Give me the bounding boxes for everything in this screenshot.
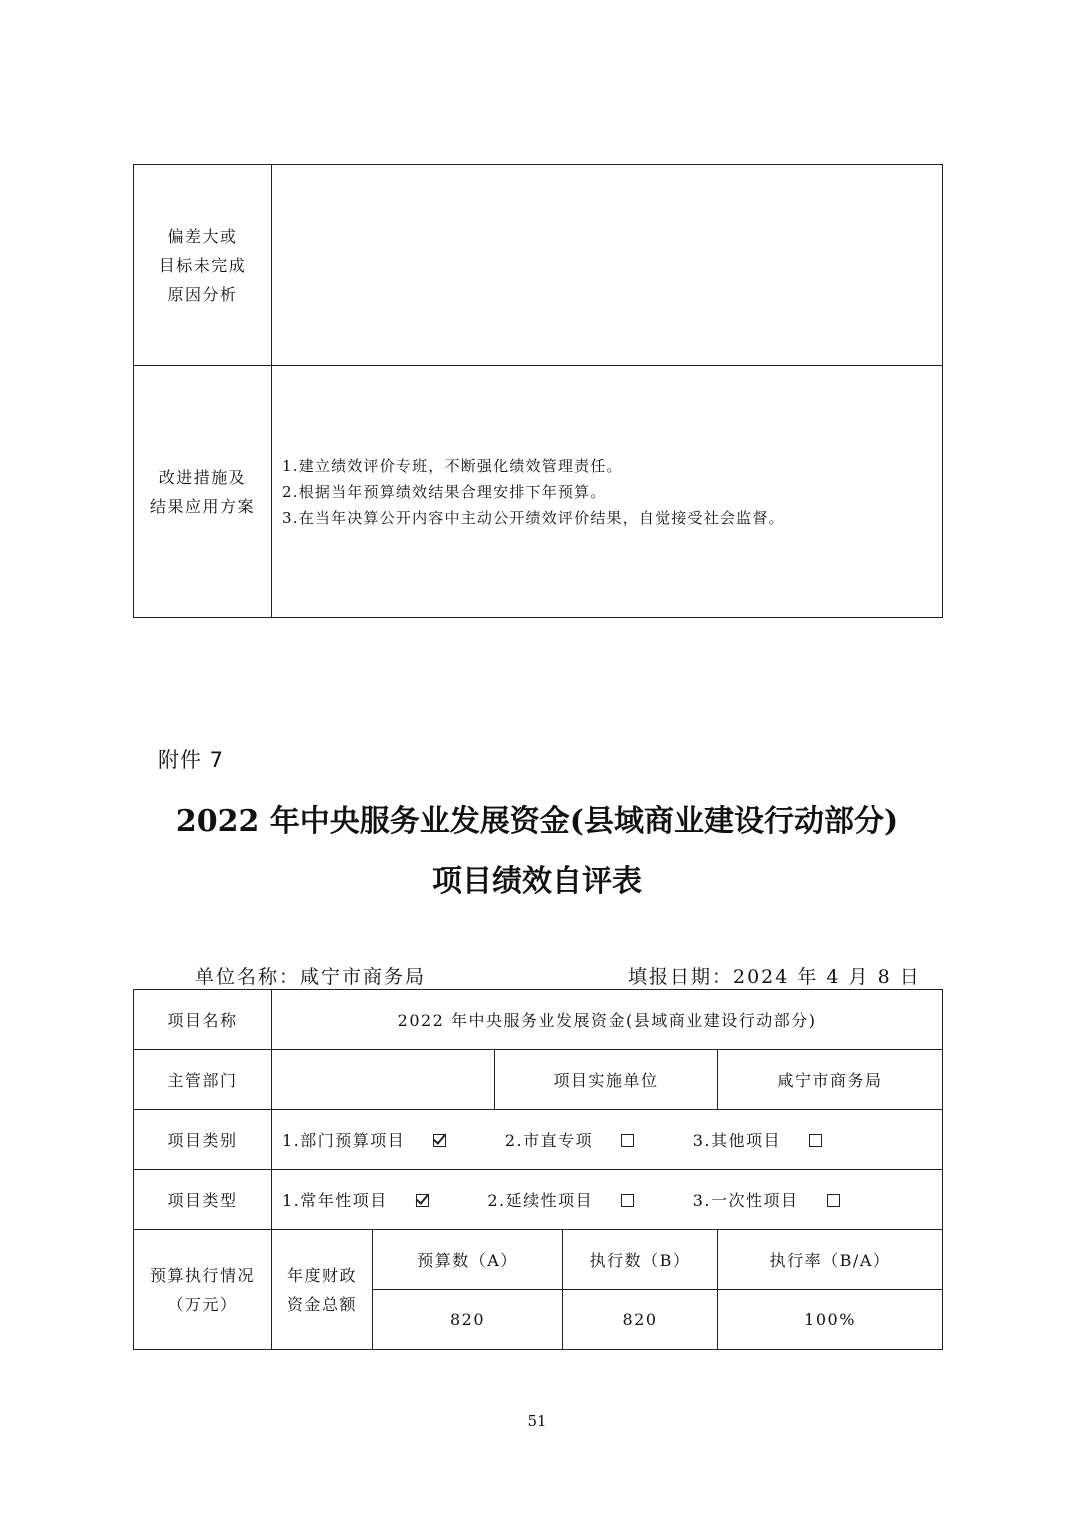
empty-box-icon: [621, 1134, 634, 1147]
project-name-label: 项目名称: [134, 990, 272, 1050]
type-label: 项目类型: [134, 1170, 272, 1230]
project-name-value: 2022 年中央服务业发展资金(县域商业建设行动部分): [272, 990, 943, 1050]
executed-b-value: 820: [563, 1290, 718, 1350]
empty-box-icon: [809, 1134, 822, 1147]
empty-box-icon: [621, 1194, 634, 1207]
improve-item: 3.在当年决算公开内容中主动公开绩效评价结果，自觉接受社会监督。: [282, 508, 785, 527]
dept-row: [134, 1050, 943, 1110]
improve-label-cell: [134, 366, 272, 618]
budget-label-line: 预算执行情况: [149, 1265, 255, 1285]
budget-label: [134, 1230, 272, 1350]
checked-box-icon: [433, 1134, 446, 1147]
budget-a-label: 预算数（A）: [373, 1230, 563, 1290]
fund-label: [272, 1230, 373, 1350]
improve-item: 2.根据当年预算绩效结果合理安排下年预算。: [282, 482, 607, 501]
type-option: 3.一次性项目: [693, 1191, 866, 1210]
budget-header-row: [134, 1230, 943, 1290]
deviation-content-cell: [272, 165, 943, 366]
impl-unit-label: 项目实施单位: [495, 1050, 718, 1110]
type-option: 1.常年性项目: [282, 1191, 455, 1210]
improve-label-line: 结果应用方案: [149, 496, 255, 516]
unit-name: 单位名称：咸宁市商务局: [195, 966, 427, 988]
deviation-label-cell: [134, 165, 272, 366]
executed-b-label: 执行数（B）: [563, 1230, 718, 1290]
category-option: 1.部门预算项目: [282, 1131, 472, 1150]
document-title: [0, 792, 1074, 912]
attachment-label: 附件 7: [158, 748, 225, 772]
category-label: 项目类别: [134, 1110, 272, 1170]
fill-date: 填报日期：2024 年 4 月 8 日: [628, 966, 921, 988]
checked-box-icon: [416, 1194, 429, 1207]
improve-item: 1.建立绩效评价专班，不断强化绩效管理责任。: [282, 456, 623, 475]
empty-box-icon: [827, 1194, 840, 1207]
improve-row: [134, 366, 943, 618]
category-option: 3.其他项目: [693, 1131, 848, 1150]
dept-value: [272, 1050, 495, 1110]
category-option: 2.市直专项: [505, 1131, 660, 1150]
deviation-label-line: 偏差大或: [167, 226, 238, 246]
category-row: [134, 1110, 943, 1170]
type-option: 2.延续性项目: [487, 1191, 660, 1210]
budget-a-value: 820: [373, 1290, 563, 1350]
rate-label: 执行率（B/A）: [718, 1230, 943, 1290]
category-options: [272, 1110, 943, 1170]
project-name-row: [134, 990, 943, 1050]
fund-label-line: 年度财政: [286, 1265, 357, 1285]
deviation-label-line: 原因分析: [167, 284, 238, 304]
deviation-row: [134, 165, 943, 366]
page-number: 51: [527, 1412, 547, 1430]
evaluation-table: [133, 989, 943, 1350]
impl-unit-value: 咸宁市商务局: [718, 1050, 943, 1110]
fund-label-line: 资金总额: [286, 1294, 357, 1314]
title-line-2: 项目绩效自评表: [432, 864, 642, 899]
improve-label-line: 改进措施及: [158, 467, 247, 487]
deviation-label-line: 目标未完成: [158, 255, 247, 275]
dept-label: 主管部门: [134, 1050, 272, 1110]
type-options: [272, 1170, 943, 1230]
budget-label-line: （万元）: [167, 1294, 238, 1314]
improve-content-cell: [272, 366, 943, 618]
analysis-table: [133, 164, 943, 618]
rate-value: 100%: [718, 1290, 943, 1350]
type-row: [134, 1170, 943, 1230]
title-line-1: 2022 年中央服务业发展资金(县域商业建设行动部分): [175, 804, 899, 839]
